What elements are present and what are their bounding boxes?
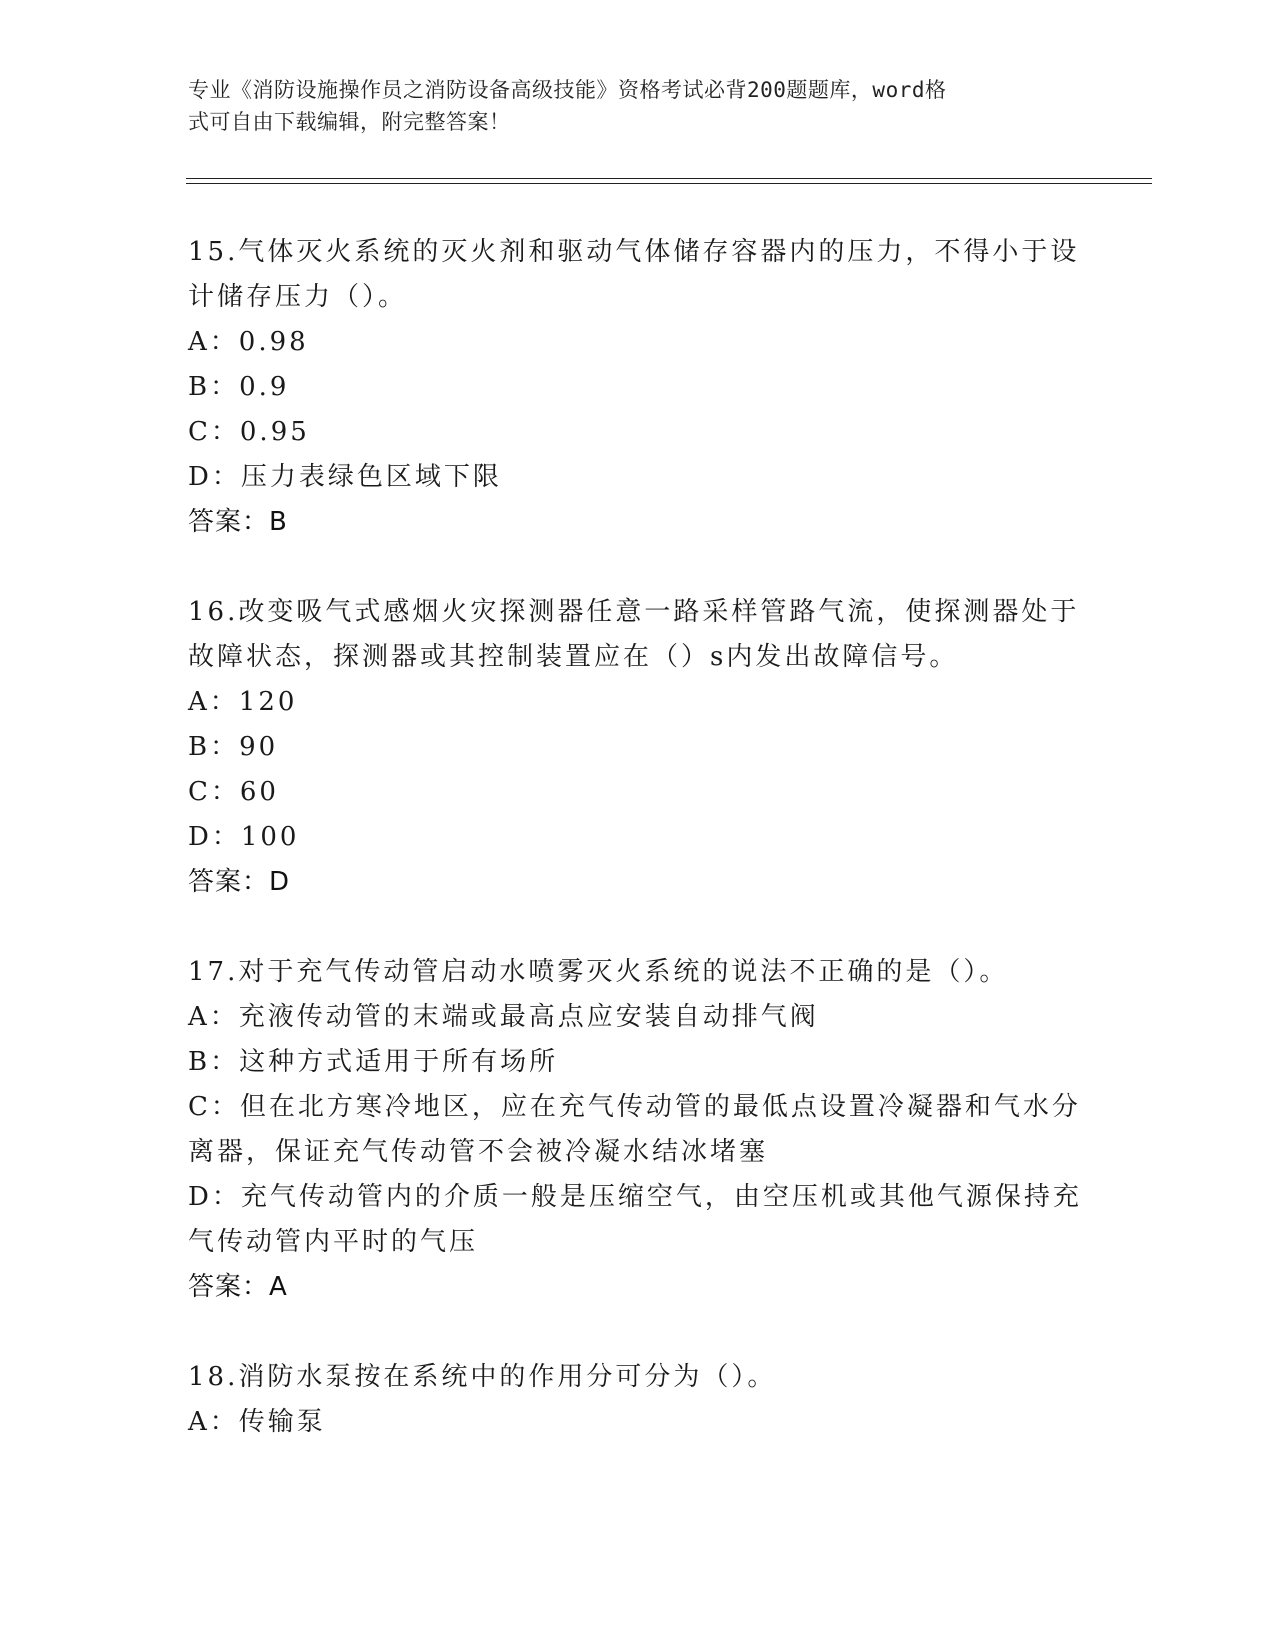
question-stem-continued: 计储存压力（）。: [188, 282, 408, 312]
document-header: [188, 74, 1068, 138]
question-15: [188, 230, 1088, 545]
header-rule-double: [186, 183, 1152, 184]
option-b: B：这种方式适用于所有场所: [188, 1047, 559, 1077]
header-rule: [186, 178, 1152, 179]
question-stem: 18.消防水泵按在系统中的作用分可分为（）。: [188, 1362, 777, 1392]
question-17: [188, 950, 1088, 1310]
option-d: D：100: [188, 822, 300, 852]
option-b: B：90: [188, 732, 279, 762]
option-c: C：0.95: [188, 417, 310, 447]
question-16: [188, 590, 1088, 905]
option-d: D：压力表绿色区域下限: [188, 462, 502, 492]
answer-line: 答案：D: [188, 867, 291, 897]
header-line-2: 式可自由下载编辑，附完整答案！: [188, 110, 511, 134]
answer-line: 答案：A: [188, 1272, 288, 1302]
option-b: B：0.9: [188, 372, 290, 402]
question-stem: 17.对于充气传动管启动水喷雾灭火系统的说法不正确的是（）。: [188, 957, 1009, 987]
question-stem: 16.改变吸气式感烟火灾探测器任意一路采样管路气流，使探测器处于: [188, 597, 1080, 627]
question-stem-continued: 故障状态，探测器或其控制装置应在（）s内发出故障信号。: [188, 642, 959, 672]
question-18: [188, 1355, 1088, 1445]
option-a: A：传输泵: [188, 1407, 326, 1437]
question-stem: 15.气体灭火系统的灭火剂和驱动气体储存容器内的压力，不得小于设: [188, 237, 1080, 267]
option-c-continued: 离器，保证充气传动管不会被冷凝水结冰堵塞: [188, 1137, 769, 1167]
option-a: A：充液传动管的末端或最高点应安装自动排气阀: [188, 1002, 819, 1032]
option-a: A：0.98: [188, 327, 309, 357]
option-d-continued: 气传动管内平时的气压: [188, 1227, 479, 1257]
option-c: C：60: [188, 777, 279, 807]
question-list: [188, 230, 1088, 1490]
answer-line: 答案：B: [188, 507, 288, 537]
option-a: A：120: [188, 687, 298, 717]
header-line-1: 专业《消防设施操作员之消防设备高级技能》资格考试必背200题题库，word格: [188, 78, 947, 102]
option-c: C：但在北方寒冷地区，应在充气传动管的最低点设置冷凝器和气水分: [188, 1092, 1081, 1122]
option-d: D：充气传动管内的介质一般是压缩空气，由空压机或其他气源保持充: [188, 1182, 1082, 1212]
